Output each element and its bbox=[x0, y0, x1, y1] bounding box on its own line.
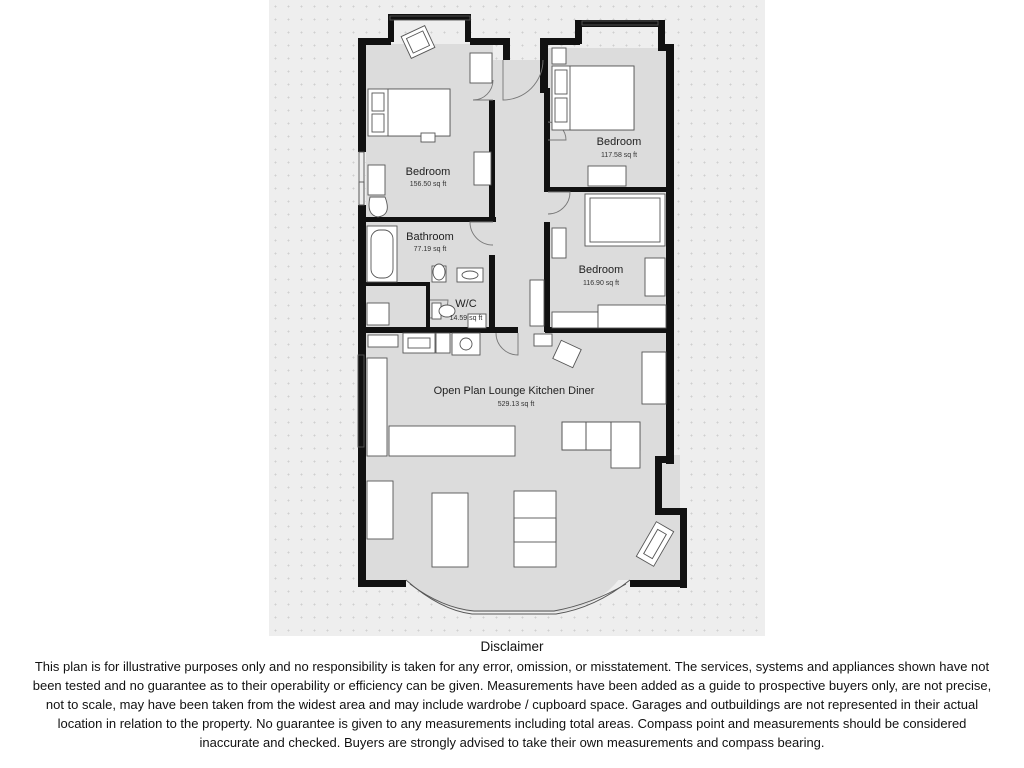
bathroom-area: 77.19 sq ft bbox=[413, 246, 447, 253]
disclaimer-body: This plan is for illustrative purposes only and no responsibility is taken for any error, omission, or misstatement. The services, systems and appliances shown have not been tested and no guarantee as to their operability or efficiency can be given. Measurements have been added as a guide to prospective buyers only, are not precise, not to scale, may have been taken from the widest area and may include wardrobe / cupboard space. Garages and outbuildings are not represented in their actual location in relation to the property. No guarantee is given to any measurements including total areas. Compass point and measurements should be considered inaccurate and checked. Buyers are strongly advised to take their own measurements and compass bearing. bbox=[32, 659, 992, 750]
bedroom2-name: Bedroom bbox=[596, 136, 642, 148]
bedroom1-area: 156.50 sq ft bbox=[409, 181, 447, 188]
bedroom3-name: Bedroom bbox=[578, 264, 624, 276]
bedroom2-area: 117.58 sq ft bbox=[600, 152, 638, 159]
wc-name: W/C bbox=[455, 298, 477, 310]
lounge-area: 529.13 sq ft bbox=[497, 401, 535, 408]
wc-area: 14.59 sq ft bbox=[449, 315, 483, 322]
bedroom1-name: Bedroom bbox=[405, 166, 451, 178]
disclaimer bbox=[30, 638, 994, 752]
lounge-name: Open Plan Lounge Kitchen Diner bbox=[433, 385, 595, 397]
bathroom-name: Bathroom bbox=[406, 231, 454, 243]
disclaimer-title: Disclaimer bbox=[480, 639, 544, 654]
bedroom3-area: 116.90 sq ft bbox=[582, 280, 620, 287]
